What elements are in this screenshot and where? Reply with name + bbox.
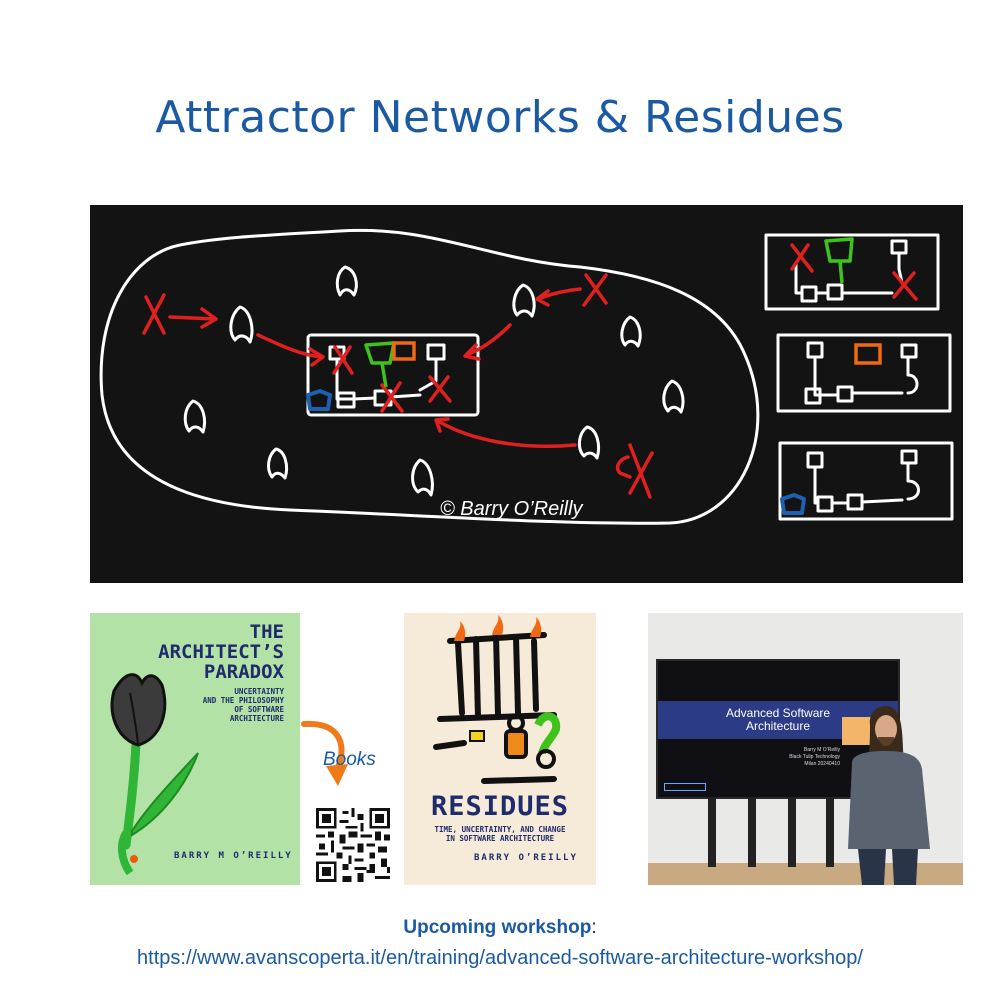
presenter: [648, 613, 963, 885]
slide-title: Advanced Software Architecture: [725, 706, 831, 733]
book-subtitle-line1: UNCERTAINTY: [234, 687, 284, 696]
workshop-link[interactable]: https://www.avanscoperta.it/en/training/advanced-software-architecture-workshop/: [137, 947, 863, 969]
attractor-blob: [413, 460, 433, 495]
arrow: [170, 309, 216, 327]
attractor-blob: [185, 401, 204, 432]
book-title: RESIDUES: [430, 791, 570, 822]
residue-cross: [430, 377, 450, 401]
page-title: Attractor Networks & Residues: [155, 92, 845, 143]
book-title-line3: PARADOX: [203, 661, 284, 683]
book-subtitle-line2: IN SOFTWARE ARCHITECTURE: [445, 834, 555, 843]
attractor-blob: [622, 317, 640, 346]
residue-cross: [894, 273, 916, 299]
arrow: [465, 325, 510, 359]
attractor-network-diagram: [90, 205, 963, 583]
book-subtitle-line2: AND THE PHILOSOPHY: [202, 696, 284, 705]
blue-component: [308, 391, 330, 409]
book-title-line1: THE: [249, 621, 284, 643]
green-component: [366, 343, 394, 387]
orange-component: [394, 343, 414, 359]
tulip-illustration: [90, 613, 300, 885]
blue-component: [782, 495, 804, 513]
book-residues[interactable]: [404, 613, 596, 885]
green-component: [826, 239, 852, 283]
attractor-blob: [337, 267, 356, 295]
book-subtitle-line1: TIME, UNCERTAINTY, AND CHANGE: [434, 825, 566, 834]
book-subtitle-line4: ARCHITECTURE: [229, 714, 284, 723]
residue-cross: [144, 295, 164, 333]
arrow: [258, 335, 323, 365]
book-subtitle-line3: OF SOFTWARE: [234, 705, 284, 714]
slide-meta: Barry M O’Reilly Black Tulip Technology Milan 20240410: [789, 747, 840, 767]
workshop-heading: Upcoming workshop:: [403, 917, 597, 938]
books-qr-code[interactable]: [316, 808, 390, 882]
attractor-blob: [514, 285, 534, 316]
attractor-blob: [269, 449, 287, 478]
residue-cross: [630, 445, 652, 497]
book-title-line2: ARCHITECT’S: [158, 641, 284, 663]
book-architects-paradox[interactable]: [90, 613, 300, 885]
book-author: BARRY M O’REILLY: [174, 851, 293, 861]
orange-component: [856, 345, 880, 363]
residues-illustration: [404, 613, 596, 885]
residue-cross: [584, 275, 606, 305]
diagram-copyright: © Barry O’Reilly: [440, 498, 583, 520]
attractor-blob: [579, 427, 598, 458]
arrow: [537, 289, 580, 305]
workshop-photo: [648, 613, 963, 885]
residue-cross: [792, 245, 812, 271]
workshop-label: Upcoming workshop: [403, 917, 592, 938]
arrow: [436, 419, 575, 446]
residue-card-3: [780, 443, 952, 519]
attractor-blob: [664, 381, 683, 412]
books-label: Books: [323, 749, 376, 770]
book-author: BARRY O’REILLY: [474, 853, 578, 863]
attractor-blob: [231, 307, 252, 342]
